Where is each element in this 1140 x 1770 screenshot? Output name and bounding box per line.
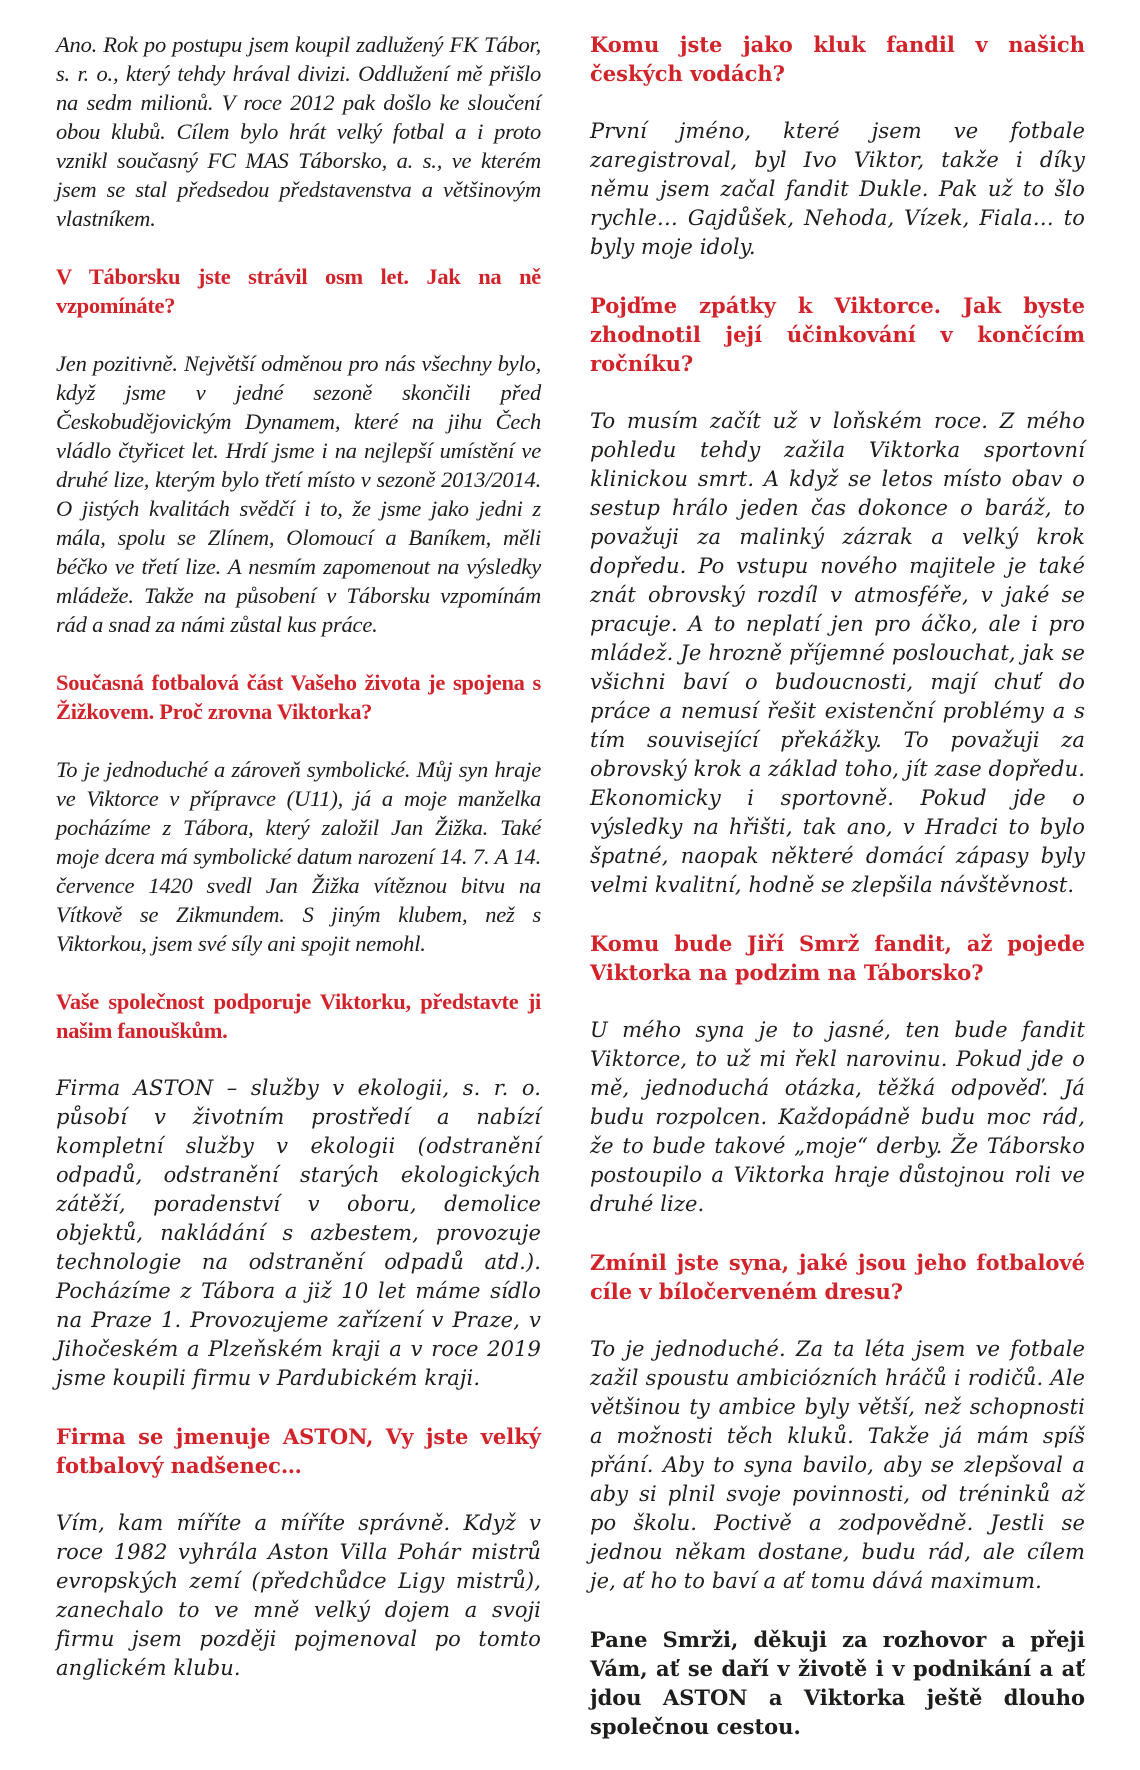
answer-text: U mého syna je to jasné, ten bude fandit Viktorce, to už mi řekl narovinu. Pokud jde o mě, jednoduchá otázka, těžká odpověď. Já budu rozpolcen. Každopádně budu moc rád, že to bude takové „moje“ derby. Že Táborsko postoupilo a Viktorka hraje důstojnou roli ve druhé lize. — [590, 1018, 1085, 1216]
question-heading: Současná fotbalová část Vašeho života je spojena s Žižkovem. Proč zrovna Viktorka? — [56, 670, 541, 724]
closing-block — [590, 1625, 1085, 1741]
answer-text: To musím začít už v loňském roce. Z mého pohledu tehdy zažila Viktorka sportovní klinickou smrt. A když se letos místo obav o sestup hrálo jeden čas dokonce o baráž, to považuji za malinký zázrak a velký krok dopředu. Po vstupu nového majitele je také znát obrovský rozdíl v atmosféře, v jaké se pracuje. A to neplatí jen pro áčko, ale i pro mládež. Je hrozně příjemné poslouchat, jak se všichni baví o budoucnosti, mají chuť do práce a nemusí řešit existenční problémy a s tím související překážky. To považuji za obrovský krok a základ toho, jít zase dopředu. Ekonomicky i sportovně. Pokud jde o výsledky na hřišti, tak ano, v Hradci to bylo špatné, naopak některé domácí zápasy byly velmi kvalitní, hodně se zlepšila návštěvnost. — [590, 409, 1085, 897]
answer-text: To je jednoduché. Za ta léta jsem ve fotbale zažil spoustu ambiciózních hráčů i rodičů. Ale většinou ty ambice byly větší, než schopnosti a možnosti těch kluků. Takže já mám spíš přání. Aby to syna bavilo, aby se zlepšoval a aby si plnil svoje povinnosti, od tréninků až po školu. Poctivě a zodpovědně. Jestli se jednou někam dostane, budu rád, ale cílem je, ať ho to baví a ať tomu dává maximum. — [590, 1337, 1085, 1593]
qa-block — [590, 929, 1085, 1219]
qa-block — [56, 1422, 541, 1683]
question-heading: Firma se jmenuje ASTON, Vy jste velký fotbalový nadšenec… — [56, 1424, 541, 1478]
qa-block — [590, 291, 1085, 900]
answer-text: Jen pozitivně. Největší odměnou pro nás všechny bylo, když jsme v jedné sezoně skončili před Českobudějovickým Dynamem, které na jihu Čech vládlo čtyřicet let. Hrdí jsme i na nejlepší umístění ve druhé lize, kterým bylo třetí místo v sezoně 2013/2014. O jistých kvalitách svědčí i to, že jsme jako jedni z mála, spolu se Zlínem, Olomoucí a Baníkem, měli béčko ve třetí lize. A nesmím zapomenout na výsledky mládeže. Takže na působení v Táborsku vzpomínám rád a snad za námi zůstal kus práce. — [56, 351, 541, 637]
qa-block — [590, 1248, 1085, 1596]
left-column — [56, 30, 541, 1712]
closing-remark: Pane Smrži, děkuji za rozhovor a přeji Vám, ať se daří v životě i v podnikání a ať jdou ASTON a Viktorka ještě dlouho společnou cestou. — [590, 1627, 1085, 1739]
answer-text: Vím, kam míříte a míříte správně. Když v roce 1982 vyhrála Aston Villa Pohár mistrů evropských zemí (předchůdce Ligy mistrů), zanechalo to ve mně velký dojem a svoji firmu jsem později pojmenoval po tomto anglickém klubu. — [56, 1511, 541, 1680]
qa-block — [56, 262, 541, 639]
qa-block — [590, 30, 1085, 262]
qa-block — [56, 987, 541, 1393]
answer-text: To je jednoduché a zároveň symbolické. Můj syn hraje ve Viktorce v přípravce (U11), já a moje manželka pocházíme z Tábora, který založil Jan Žižka. Také moje dcera má symbolické datum narození 14. 7. A 14. července 1420 svedl Jan Žižka vítěznou bitvu na Vítkově se Zikmundem. S jiným klubem, než s Viktorkou, jsem své síly ani spojit nemohl. — [56, 757, 541, 956]
answer-text: Firma ASTON – služby v ekologii, s. r. o. působí v životním prostředí a nabízí kompletní služby v ekologii (odstranění odpadů, odstranění starých ekologických zátěží, poradenství v oboru, demolice objektů, nakládání s azbestem, provozuje technologie na odstranění odpadů atd.). Pocházíme z Tábora a již 10 let máme sídlo na Praze 1. Provozujeme zařízení v Praze, v Jihočeském a Plzeňském kraji a v roce 2019 jsme koupili firmu v Pardubickém kraji. — [56, 1076, 541, 1390]
question-heading: V Táborsku jste strávil osm let. Jak na ně vzpomínáte? — [56, 264, 541, 318]
question-heading: Zmínil jste syna, jaké jsou jeho fotbalové cíle v bíločerveném dresu? — [590, 1250, 1085, 1304]
question-heading: Vaše společnost podporuje Viktorku, představte ji našim fanouškům. — [56, 989, 541, 1043]
question-heading: Komu jste jako kluk fandil v našich českých vodách? — [590, 32, 1085, 86]
answer-text: Ano. Rok po postupu jsem koupil zadlužený FK Tábor, s. r. o., který tehdy hrával divizi. Oddlužení mě přišlo na sedm milionů. V roce 2012 pak došlo ke sloučení obou klubů. Cílem bylo hrát velký fotbal a i proto vznikl současný FC MAS Táborsko, a. s., ve kterém jsem se stal předsedou představenstva a většinovým vlastníkem. — [56, 32, 541, 231]
question-heading: Komu bude Jiří Smrž fandit, až pojede Viktorka na podzim na Táborsko? — [590, 931, 1085, 985]
answer-text: První jméno, které jsem ve fotbale zaregistroval, byl Ivo Viktor, takže i díky němu jsem začal fandit Dukle. Pak už to šlo rychle… Gajdůšek, Nehoda, Vízek, Fiala… to byly moje idoly. — [590, 119, 1085, 259]
qa-block — [56, 30, 541, 233]
qa-block — [56, 668, 541, 958]
question-heading: Pojďme zpátky k Viktorce. Jak byste zhodnotil její účinkování v končícím ročníku? — [590, 293, 1085, 376]
right-column — [590, 30, 1085, 1770]
